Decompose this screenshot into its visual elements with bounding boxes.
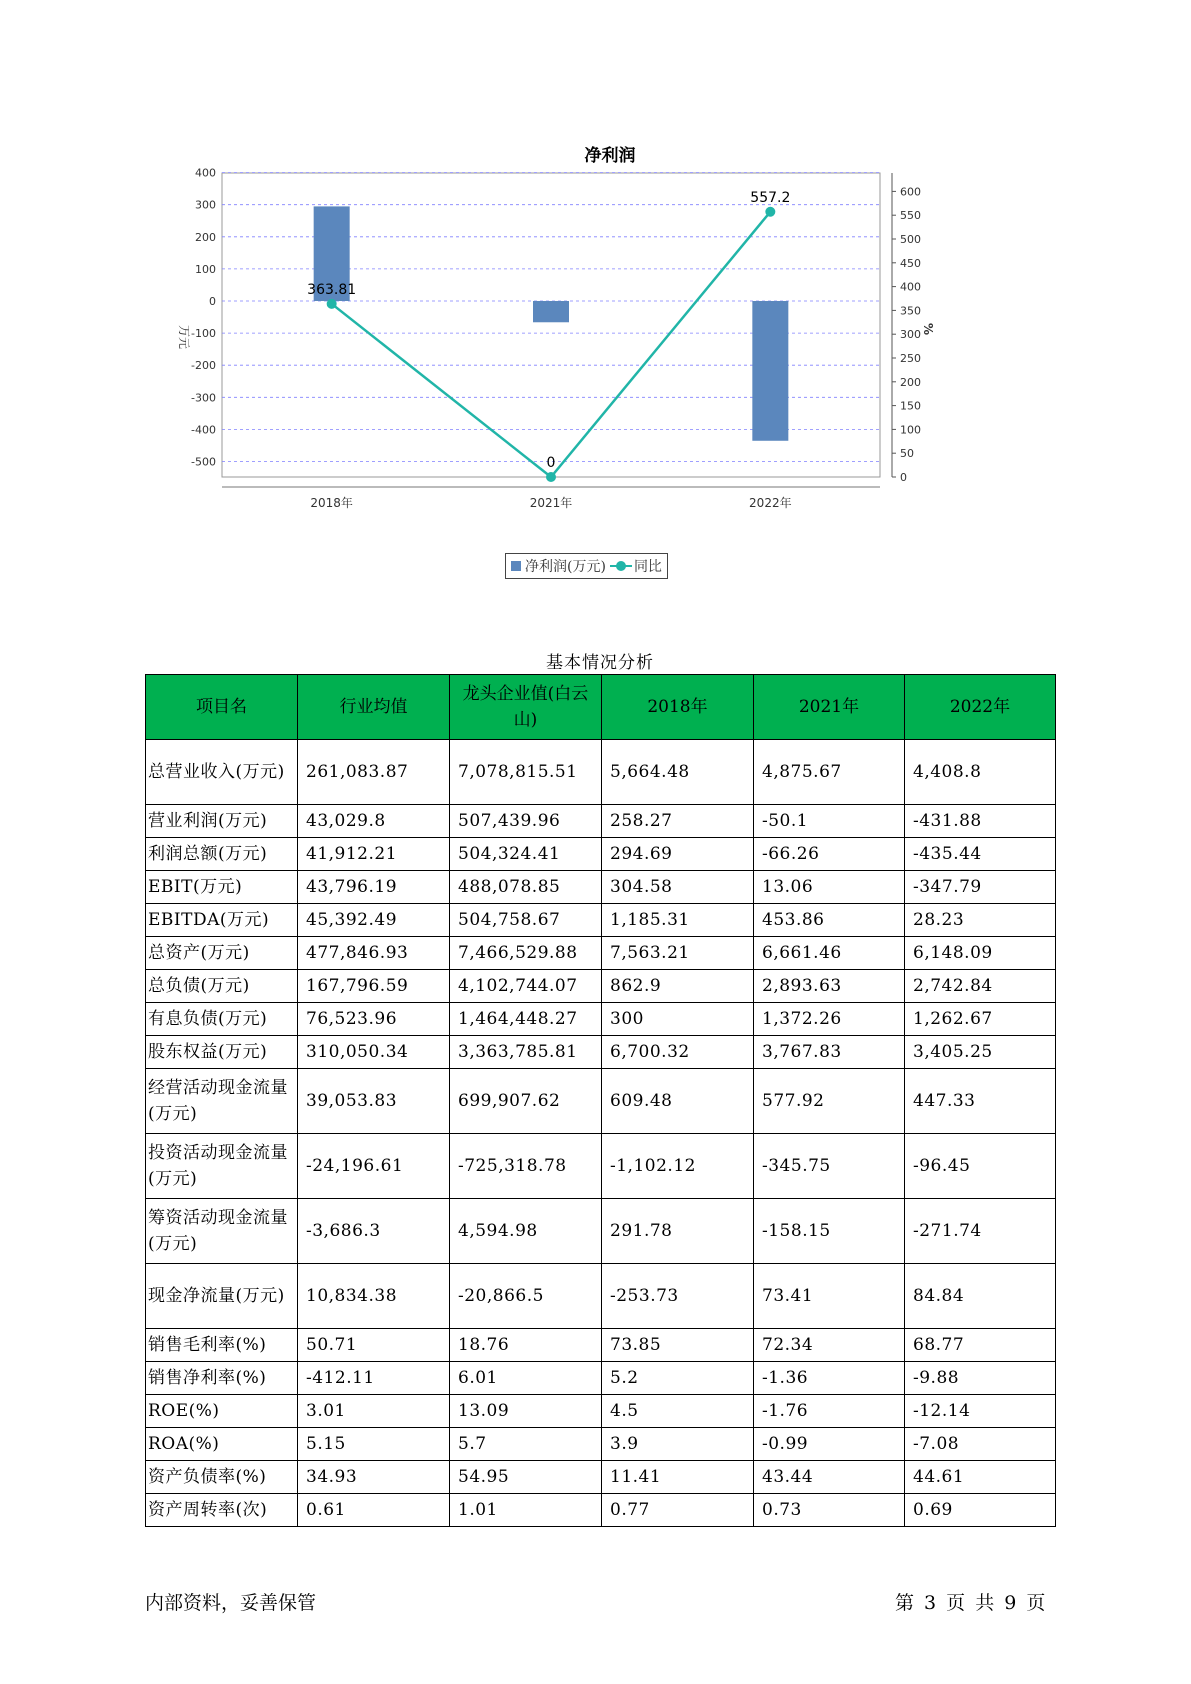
cell-value: 6,700.32 [602, 1036, 754, 1069]
analysis-table [145, 674, 1056, 1527]
cell-value: 3,363,785.81 [450, 1036, 602, 1069]
cell-value: 1.01 [450, 1494, 602, 1527]
x-tick-label: 2018年 [310, 496, 353, 510]
table-row [146, 871, 1056, 904]
cell-value: 1,262.67 [905, 1003, 1056, 1036]
cell-value: -96.45 [905, 1134, 1056, 1199]
yoy-data-label: 363.81 [307, 281, 357, 298]
cell-value: -24,196.61 [298, 1134, 450, 1199]
table-row [146, 805, 1056, 838]
y2-tick-label: 400 [900, 280, 921, 294]
cell-value: 18.76 [450, 1329, 602, 1362]
y-axis-label: 万元 [177, 325, 191, 350]
y2-tick-label: 550 [900, 209, 921, 223]
cell-value: 488,078.85 [450, 871, 602, 904]
row-name: ROA(%) [146, 1428, 298, 1461]
cell-value: 504,324.41 [450, 838, 602, 871]
cell-value: 1,464,448.27 [450, 1003, 602, 1036]
table-caption: 基本情况分析 [546, 653, 654, 673]
cell-value: 84.84 [905, 1264, 1056, 1329]
cell-value: 167,796.59 [298, 970, 450, 1003]
cell-value: -253.73 [602, 1264, 754, 1329]
cell-value: 453.86 [754, 904, 905, 937]
y2-tick-label: 600 [900, 185, 921, 199]
row-name: 投资活动现金流量(万元) [146, 1134, 298, 1199]
y-tick-label: 100 [195, 262, 216, 276]
cell-value: 1,372.26 [754, 1003, 905, 1036]
cell-value: 54.95 [450, 1461, 602, 1494]
cell-value: -435.44 [905, 838, 1056, 871]
header-leader-value: 龙头企业值(白云山) [450, 675, 602, 740]
cell-value: 6,148.09 [905, 937, 1056, 970]
cell-value: 0.69 [905, 1494, 1056, 1527]
table-row [146, 1036, 1056, 1069]
table-row [146, 740, 1056, 805]
header-2018: 2018年 [602, 675, 754, 740]
yoy-point [765, 207, 775, 217]
cell-value: 699,907.62 [450, 1069, 602, 1134]
cell-value: 72.34 [754, 1329, 905, 1362]
y-tick-label: 0 [209, 295, 216, 308]
row-name: ROE(%) [146, 1395, 298, 1428]
cell-value: 43.44 [754, 1461, 905, 1494]
row-name: 经营活动现金流量(万元) [146, 1069, 298, 1134]
cell-value: 258.27 [602, 805, 754, 838]
cell-value: 2,893.63 [754, 970, 905, 1003]
y2-tick-label: 200 [900, 375, 921, 389]
cell-value: 0.73 [754, 1494, 905, 1527]
cell-value: 13.06 [754, 871, 905, 904]
cell-value: 68.77 [905, 1329, 1056, 1362]
cell-value: 7,563.21 [602, 937, 754, 970]
table-row [146, 1494, 1056, 1527]
table-row [146, 1329, 1056, 1362]
cell-value: 0.61 [298, 1494, 450, 1527]
row-name: 现金净流量(万元) [146, 1264, 298, 1329]
cell-value: 11.41 [602, 1461, 754, 1494]
y2-tick-label: 0 [900, 471, 907, 484]
header-2021: 2021年 [754, 675, 905, 740]
cell-value: 34.93 [298, 1461, 450, 1494]
cell-value: 43,029.8 [298, 805, 450, 838]
legend-item-net-profit [511, 556, 606, 576]
cell-value: -12.14 [905, 1395, 1056, 1428]
y-tick-label: 400 [195, 166, 216, 180]
row-name: 总负债(万元) [146, 970, 298, 1003]
cell-value: 10,834.38 [298, 1264, 450, 1329]
footer-page-number: 第 3 页 共 9 页 [895, 1592, 1046, 1614]
cell-value: 44.61 [905, 1461, 1056, 1494]
row-name: 销售毛利率(%) [146, 1329, 298, 1362]
cell-value: 13.09 [450, 1395, 602, 1428]
cell-value: 39,053.83 [298, 1069, 450, 1134]
row-name: 有息负债(万元) [146, 1003, 298, 1036]
cell-value: 5.7 [450, 1428, 602, 1461]
bar [752, 301, 788, 441]
yoy-data-label: 557.2 [750, 189, 791, 206]
cell-value: 291.78 [602, 1199, 754, 1264]
bar [533, 301, 569, 322]
cell-value: 7,078,815.51 [450, 740, 602, 805]
x-tick-label: 2021年 [529, 496, 573, 510]
y2-axis-label: % [921, 323, 935, 336]
legend-line-label: 同比 [633, 559, 662, 575]
table-row [146, 1461, 1056, 1494]
y-tick-label: -500 [191, 455, 216, 469]
yoy-point [327, 299, 337, 309]
cell-value: -412.11 [298, 1362, 450, 1395]
table-row [146, 1362, 1056, 1395]
row-name: 资产周转率(次) [146, 1494, 298, 1527]
cell-value: 73.41 [754, 1264, 905, 1329]
cell-value: 41,912.21 [298, 838, 450, 871]
cell-value: 28.23 [905, 904, 1056, 937]
cell-value: 4,408.8 [905, 740, 1056, 805]
table-row [146, 937, 1056, 970]
cell-value: -9.88 [905, 1362, 1056, 1395]
cell-value: -431.88 [905, 805, 1056, 838]
legend-line-swatch [610, 561, 632, 571]
table-row [146, 838, 1056, 871]
cell-value: 4.5 [602, 1395, 754, 1428]
table-row [146, 1003, 1056, 1036]
y2-tick-label: 500 [900, 233, 921, 246]
cell-value: 477,846.93 [298, 937, 450, 970]
row-name: 总营业收入(万元) [146, 740, 298, 805]
cell-value: 504,758.67 [450, 904, 602, 937]
cell-value: 304.58 [602, 871, 754, 904]
footer-confidential: 内部资料，妥善保管 [145, 1592, 317, 1614]
cell-value: 5,664.48 [602, 740, 754, 805]
chart-canvas [177, 135, 1040, 555]
cell-value: -347.79 [905, 871, 1056, 904]
cell-value: 0.77 [602, 1494, 754, 1527]
header-industry-avg: 行业均值 [298, 675, 450, 740]
cell-value: 507,439.96 [450, 805, 602, 838]
cell-value: 862.9 [602, 970, 754, 1003]
cell-value: -50.1 [754, 805, 905, 838]
cell-value: -1.76 [754, 1395, 905, 1428]
x-tick-label: 2022年 [749, 496, 792, 510]
cell-value: -66.26 [754, 838, 905, 871]
table-row [146, 1199, 1056, 1264]
yoy-data-label: 0 [546, 455, 556, 471]
cell-value: 447.33 [905, 1069, 1056, 1134]
cell-value: -1.36 [754, 1362, 905, 1395]
table-header-row [146, 675, 1056, 740]
table-row [146, 904, 1056, 937]
y2-tick-label: 100 [900, 423, 921, 437]
y-tick-label: -200 [191, 359, 216, 373]
table-row [146, 1428, 1056, 1461]
row-name: EBITDA(万元) [146, 904, 298, 937]
cell-value: -725,318.78 [450, 1134, 602, 1199]
table-row [146, 1264, 1056, 1329]
y2-tick-label: 150 [900, 399, 921, 413]
cell-value: 5.15 [298, 1428, 450, 1461]
cell-value: 300 [602, 1003, 754, 1036]
cell-value: 261,083.87 [298, 740, 450, 805]
cell-value: 3.9 [602, 1428, 754, 1461]
row-name: EBIT(万元) [146, 871, 298, 904]
y-tick-label: -400 [191, 423, 216, 437]
row-name: 筹资活动现金流量(万元) [146, 1199, 298, 1264]
cell-value: 310,050.34 [298, 1036, 450, 1069]
cell-value: 4,875.67 [754, 740, 905, 805]
net-profit-chart [177, 135, 1040, 595]
cell-value: -20,866.5 [450, 1264, 602, 1329]
cell-value: 609.48 [602, 1069, 754, 1134]
cell-value: 5.2 [602, 1362, 754, 1395]
row-name: 销售净利率(%) [146, 1362, 298, 1395]
y2-tick-label: 450 [900, 256, 921, 270]
y-tick-label: 300 [195, 198, 216, 212]
cell-value: 3,405.25 [905, 1036, 1056, 1069]
yoy-line [332, 212, 771, 477]
cell-value: 73.85 [602, 1329, 754, 1362]
header-2022: 2022年 [905, 675, 1056, 740]
table-row [146, 970, 1056, 1003]
cell-value: -3,686.3 [298, 1199, 450, 1264]
y2-tick-label: 50 [900, 447, 914, 461]
row-name: 利润总额(万元) [146, 838, 298, 871]
table-row [146, 1395, 1056, 1428]
y-tick-label: -300 [191, 391, 216, 405]
legend-bar-label: 净利润(万元) [525, 559, 606, 575]
cell-value: 294.69 [602, 838, 754, 871]
cell-value: -158.15 [754, 1199, 905, 1264]
cell-value: 3.01 [298, 1395, 450, 1428]
cell-value: 7,466,529.88 [450, 937, 602, 970]
row-name: 总资产(万元) [146, 937, 298, 970]
chart-title: 净利润 [584, 146, 636, 166]
cell-value: -271.74 [905, 1199, 1056, 1264]
yoy-point [546, 472, 556, 482]
y-tick-label: 200 [195, 230, 216, 244]
row-name: 股东权益(万元) [146, 1036, 298, 1069]
cell-value: 3,767.83 [754, 1036, 905, 1069]
cell-value: 45,392.49 [298, 904, 450, 937]
table-row [146, 1069, 1056, 1134]
cell-value: 4,102,744.07 [450, 970, 602, 1003]
y-tick-label: -100 [191, 327, 216, 341]
table-row [146, 1134, 1056, 1199]
cell-value: -0.99 [754, 1428, 905, 1461]
cell-value: 43,796.19 [298, 871, 450, 904]
cell-value: -345.75 [754, 1134, 905, 1199]
y2-tick-label: 250 [900, 352, 921, 365]
cell-value: 1,185.31 [602, 904, 754, 937]
cell-value: 50.71 [298, 1329, 450, 1362]
cell-value: 2,742.84 [905, 970, 1056, 1003]
row-name: 营业利润(万元) [146, 805, 298, 838]
y2-tick-label: 350 [900, 304, 921, 318]
cell-value: 577.92 [754, 1069, 905, 1134]
cell-value: -7.08 [905, 1428, 1056, 1461]
y2-tick-label: 300 [900, 328, 921, 342]
legend-bar-swatch [511, 561, 521, 571]
cell-value: 76,523.96 [298, 1003, 450, 1036]
chart-legend [505, 553, 668, 579]
header-item-name: 项目名 [146, 675, 298, 740]
cell-value: 6.01 [450, 1362, 602, 1395]
cell-value: 4,594.98 [450, 1199, 602, 1264]
legend-item-yoy [610, 556, 662, 576]
cell-value: -1,102.12 [602, 1134, 754, 1199]
cell-value: 6,661.46 [754, 937, 905, 970]
row-name: 资产负债率(%) [146, 1461, 298, 1494]
